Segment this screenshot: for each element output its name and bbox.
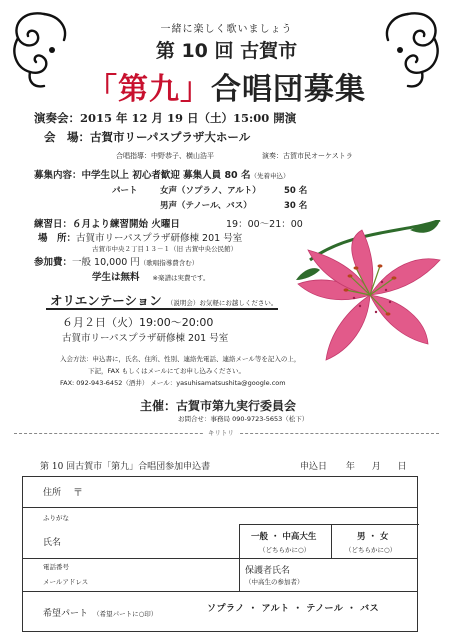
apply-line-3: FAX: 092-943-6452（酒井） メール：yasuhisamatsushita@google.com xyxy=(60,379,286,387)
form-title: 第 10 回古賀市「第九」合唱団参加申込書 xyxy=(40,462,211,472)
venue-label: 会 場： xyxy=(44,130,90,144)
gender-hint: （どちらかに○） xyxy=(345,546,397,554)
phone-label: 電話番号 xyxy=(43,563,69,571)
postal-mark: 〒 xyxy=(73,488,83,499)
orientation-date: ６月２日（火）19:00～20:00 xyxy=(62,316,214,329)
part-row xyxy=(43,601,157,620)
practice-value: ６月より練習開始 火曜日 xyxy=(72,219,180,230)
part-label: パート xyxy=(112,186,138,196)
form-part-label: 希望パート xyxy=(43,609,89,619)
name-label: 氏名 xyxy=(43,538,62,548)
part-female: 女声（ソプラノ、アルト） xyxy=(160,186,261,196)
fee-student-row xyxy=(92,269,209,283)
daiku-word: 「第九」 xyxy=(87,72,211,107)
phone-email-field[interactable] xyxy=(103,561,233,589)
address-label: 住所 xyxy=(43,488,62,498)
form-date-row xyxy=(300,459,407,472)
category-hint: （どちらかに○） xyxy=(259,546,311,554)
fee-row xyxy=(34,254,198,268)
tagline: 一緒に楽しく歌いましょう xyxy=(160,24,293,35)
form-year: 年 xyxy=(345,462,355,472)
sub-title xyxy=(0,64,453,108)
venue-value: 古賀市リーパスプラザ大ホール xyxy=(90,130,251,144)
form-month: 月 xyxy=(371,462,381,472)
apply-line-2: 下記，FAX もしくはメールにてお申し込みください。 xyxy=(88,367,245,375)
practice-label: 練習日： xyxy=(34,219,73,230)
form-date-label: 申込日 xyxy=(300,462,328,472)
orientation-underline xyxy=(46,308,278,310)
orientation-place: 古賀市リーパスプラザ研修棟 201 号室 xyxy=(62,333,229,344)
part-female-count: 50 名 xyxy=(284,186,308,196)
venue-row xyxy=(44,129,250,145)
practice-time: 19：00～21：00 xyxy=(226,219,303,230)
name-field[interactable] xyxy=(83,511,233,555)
orientation-title-row xyxy=(50,290,277,309)
fee-general: 一般 10,000 円 xyxy=(72,257,140,268)
orchestra-text: 演奏：古賀市民オーケストラ xyxy=(262,152,353,160)
fee-student-note: ※楽譜は実費です。 xyxy=(152,274,210,282)
cut-line-label: キリトリ xyxy=(204,428,238,437)
practice-row xyxy=(34,216,180,230)
guardian-label: 保護者氏名 xyxy=(245,566,291,576)
place-address: 古賀市中央２丁目１３－１（旧 古賀中央公民館） xyxy=(92,245,238,253)
main-title: 第 10 回 古賀市 xyxy=(155,40,298,62)
apply-line-1: 入会方法：申込書に，氏名、住所、性別、連絡先電話、連絡メール等を記入の上， xyxy=(60,355,301,363)
fee-label: 参加費： xyxy=(34,257,73,268)
furigana-label: ふりがな xyxy=(43,514,69,522)
guardian-hint: （中高生の参加者） xyxy=(245,578,304,586)
recruit-label: 募集内容： xyxy=(34,170,82,181)
application-form xyxy=(22,476,418,632)
organizer-contact: お問合せ：事務局 090-9723-5653（松下） xyxy=(178,415,309,423)
part-male: 男声（テノール、バス） xyxy=(160,201,252,211)
part-male-count: 30 名 xyxy=(284,201,308,211)
recruit-note: （先着申込） xyxy=(250,172,290,180)
fee-general-note: （歌唱指導費含む） xyxy=(139,259,199,267)
concert-value: 2015 年 12 月 19 日（土）15:00 開演 xyxy=(80,111,297,125)
category-option[interactable]: 一般 ・ 中高大生 xyxy=(251,532,317,542)
form-part-options[interactable]: ソプラノ ・ アルト ・ テノール ・ バス xyxy=(207,604,380,614)
lily-flower-illustration xyxy=(290,220,450,370)
fee-student: 学生は無料 xyxy=(92,272,140,283)
recruit-row xyxy=(34,167,289,181)
place-row xyxy=(38,230,242,244)
place-label: 場 所： xyxy=(38,233,77,244)
form-part-hint: （希望パートに○印） xyxy=(93,610,158,618)
conductor-text: 合唱指導：中野恭子、横山浩平 xyxy=(116,152,214,160)
organizer-name: 主催：古賀市第九実行委員会 xyxy=(140,399,297,413)
place-value: 古賀市リーパスプラザ研修棟 201 号室 xyxy=(76,233,243,244)
recruit-word: 合唱団募集 xyxy=(211,72,366,107)
orientation-note: （説明会）お気軽にお越しください。 xyxy=(166,299,278,307)
orientation-title: オリエンテーション xyxy=(50,293,162,308)
recruit-value: 中学生以上 初心者歓迎 募集人員 80 名 xyxy=(81,170,251,181)
concert-row xyxy=(34,110,296,126)
guardian-field[interactable] xyxy=(313,561,413,589)
email-label: メールアドレス xyxy=(43,578,89,586)
form-day: 日 xyxy=(397,462,407,472)
concert-label: 演奏会： xyxy=(34,111,80,125)
gender-option[interactable]: 男 ・ 女 xyxy=(357,532,389,542)
address-field[interactable] xyxy=(89,481,409,503)
